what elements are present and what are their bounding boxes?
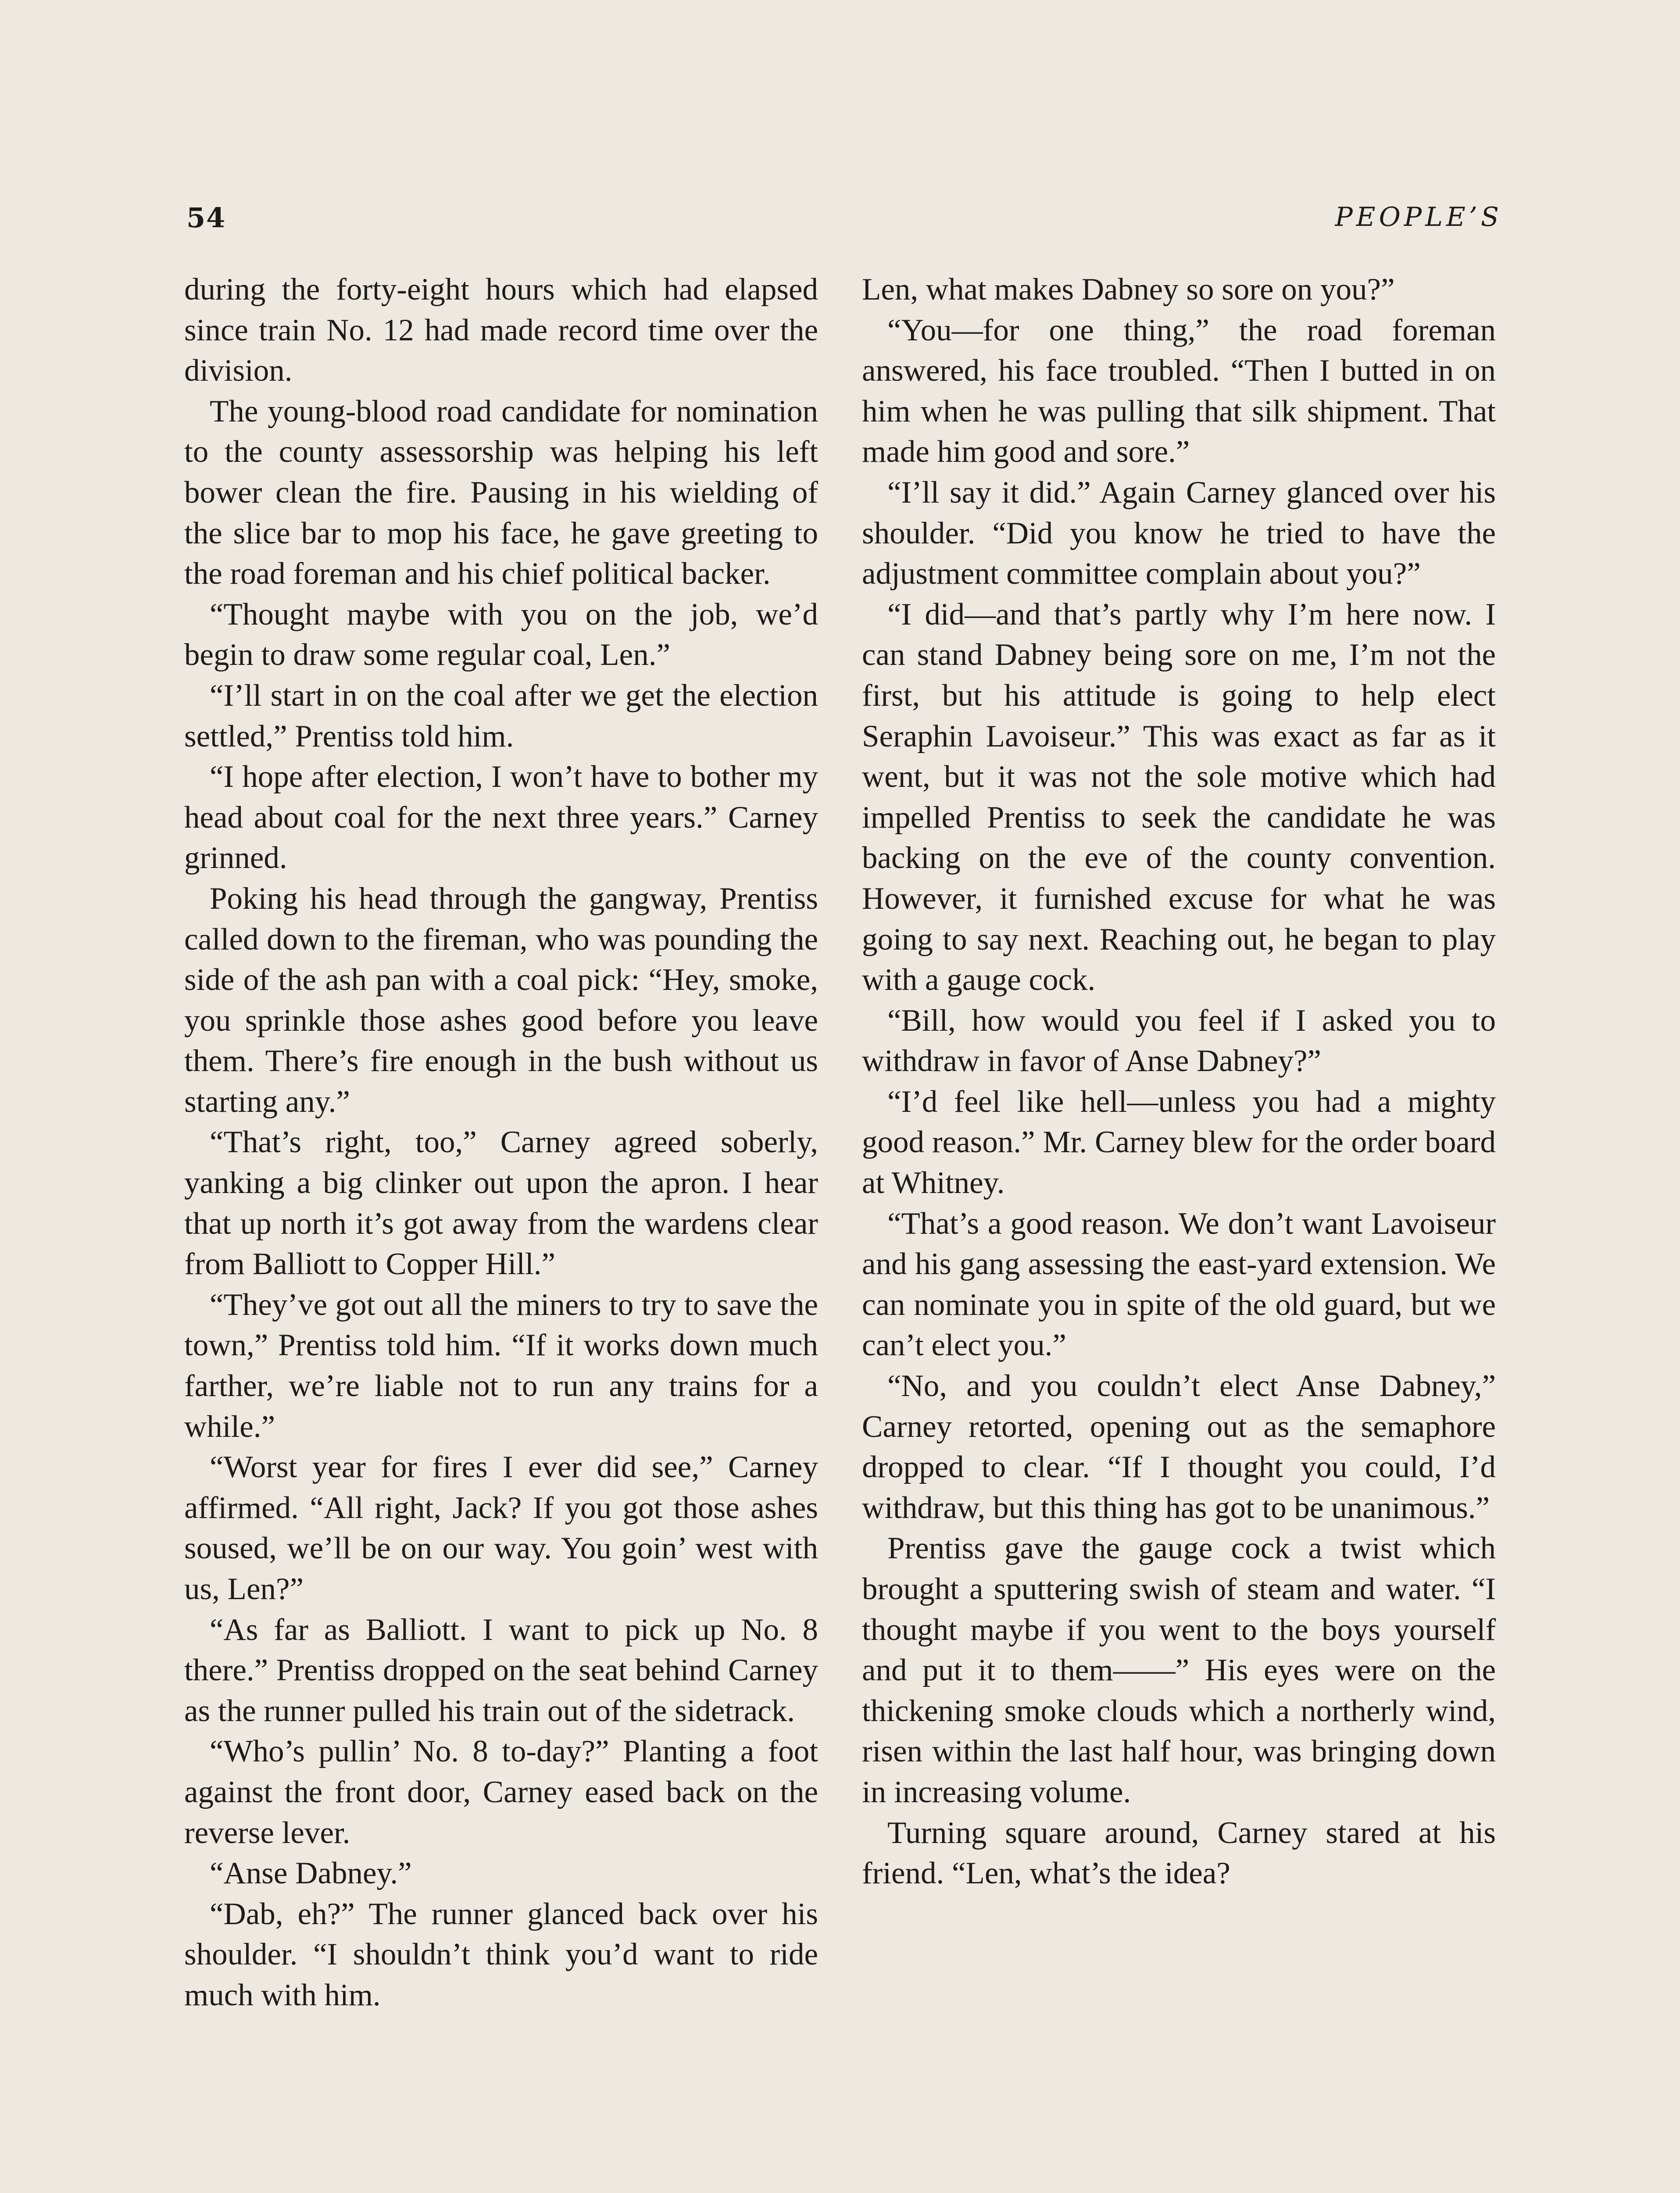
page-number: 54 <box>186 202 226 234</box>
paragraph: “You—for one thing,” the road foreman answered, his face troubled. “Then I butted in on him when he was pulling that silk shipment. That made him good and sore.” <box>862 313 1496 469</box>
magazine-title: PEOPLE’S <box>1335 202 1502 232</box>
paragraph: “That’s a good reason. We don’t want Lavoiseur and his gang assessing the east-yard extension. We can nominate you in spite of the old guard, but we can’t elect you.” <box>862 1206 1496 1363</box>
paragraph: “I’ll say it did.” Again Carney glanced over his shoulder. “Did you know he tried to have the adjustment committee complain about you?” <box>862 475 1496 591</box>
text-column-right <box>862 269 1496 1894</box>
paragraph: during the forty-eight hours which had elapsed since train No. 12 had made record time over the division. <box>184 272 818 388</box>
text-column-left <box>184 269 818 2016</box>
paragraph: “No, and you couldn’t elect Anse Dabney,” Carney retorted, opening out as the semaphore dropped to clear. “If I thought you could, I’d withdraw, but this thing has got to be unanimous.” <box>862 1369 1496 1525</box>
paragraph: “I hope after election, I won’t have to bother my head about coal for the next three years.” Carney grinned. <box>184 760 818 875</box>
paragraph: “Worst year for fires I ever did see,” Carney affirmed. “All right, Jack? If you got those ashes soused, we’ll be on our way. You goin’ west with us, Len?” <box>184 1450 818 1606</box>
paragraph: Turning square around, Carney stared at his friend. “Len, what’s the idea? <box>862 1815 1496 1891</box>
paragraph: Poking his head through the gangway, Prentiss called down to the fireman, who was pounding the side of the ash pan with a coal pick: “Hey, smoke, you sprinkle those ashes good before you leave them. There’s fire enough in the bush without us starting any.” <box>184 881 818 1119</box>
paragraph: “I’d feel like hell—unless you had a mighty good reason.” Mr. Carney blew for the order board at Whitney. <box>862 1084 1496 1200</box>
paragraph: Prentiss gave the gauge cock a twist which brought a sputtering swish of steam and water. “I thought maybe if you went to the boys yourself and put it to them——” His eyes were on the thickening smoke clouds which a northerly wind, risen within the last half hour, was bringing down in increasing volume. <box>862 1531 1496 1809</box>
paragraph: “I did—and that’s partly why I’m here now. I can stand Dabney being sore on me, I’m not the first, but his attitude is going to help elect Seraphin Lavoiseur.” This was exact as far as it went, but it was not the sole motive which had impelled Prentiss to seek the candidate he was backing on the eve of the county convention. However, it furnished excuse for what he was going to say next. Reaching out, he began to play with a gauge cock. <box>862 597 1496 997</box>
paragraph: “Dab, eh?” The runner glanced back over his shoulder. “I shouldn’t think you’d want to ride much with him. <box>184 1897 818 2012</box>
paragraph: Len, what makes Dabney so sore on you?” <box>862 272 1395 307</box>
paragraph: “They’ve got out all the miners to try to save the town,” Prentiss told him. “If it works down much farther, we’re liable not to run any trains for a while.” <box>184 1287 818 1444</box>
paragraph: “Bill, how would you feel if I asked you to withdraw in favor of Anse Dabney?” <box>862 1003 1496 1079</box>
running-head <box>186 202 1502 254</box>
paragraph: “Anse Dabney.” <box>210 1856 412 1891</box>
paragraph: “I’ll start in on the coal after we get the election settled,” Prentiss told him. <box>184 678 818 754</box>
paragraph: “As far as Balliott. I want to pick up No. 8 there.” Prentiss dropped on the seat behind Carney as the runner pulled his train out of the sidetrack. <box>184 1612 818 1728</box>
paragraph: The young-blood road candidate for nomination to the county assessorship was helping his left bower clean the fire. Pausing in his wielding of the slice bar to mop his face, he gave greeting to the road foreman and his chief political backer. <box>184 394 818 591</box>
paragraph: “That’s right, too,” Carney agreed soberly, yanking a big clinker out upon the apron. I hear that up north it’s got away from the wardens clear from Balliott to Copper Hill.” <box>184 1125 818 1282</box>
paragraph: “Who’s pullin’ No. 8 to-day?” Planting a foot against the front door, Carney eased back on the reverse lever. <box>184 1734 818 1850</box>
paragraph: “Thought maybe with you on the job, we’d begin to draw some regular coal, Len.” <box>184 597 818 672</box>
